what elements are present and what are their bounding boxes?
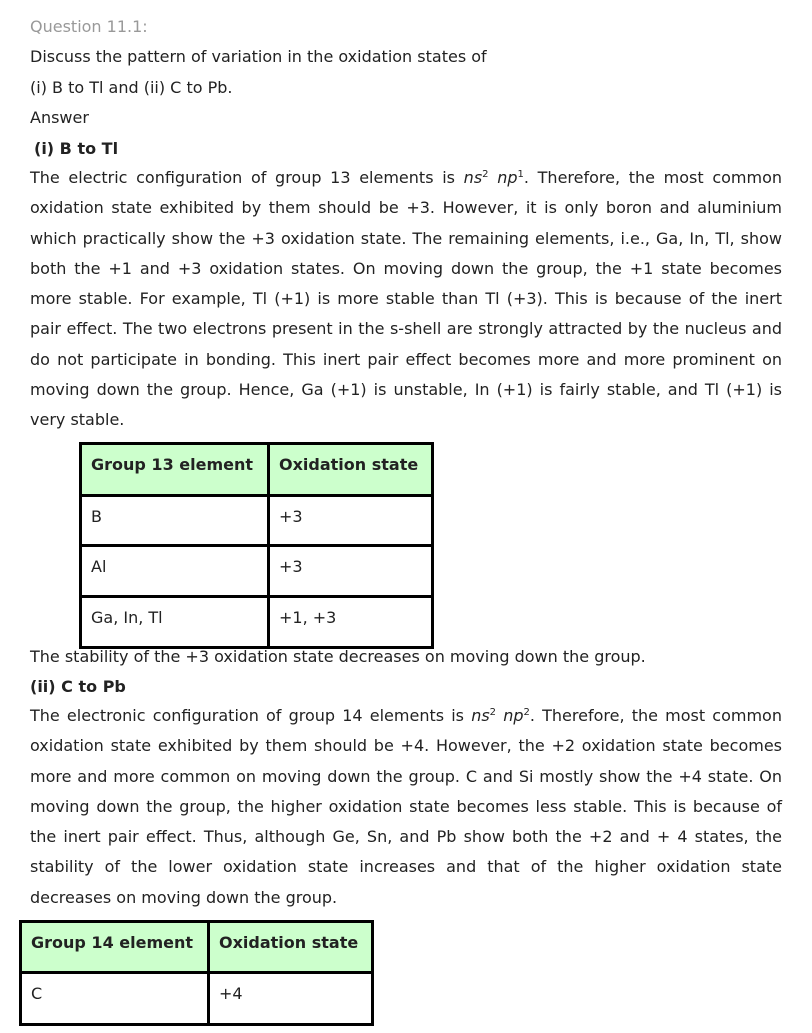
part-2-text-b: . Therefore, the most common oxidation state exhibited by them should be +4. However, the +2 oxidation state becomes more and more common on moving down the group. C and Si mostly show the +4 state. On moving down the group, the higher oxidation state becomes less stable. This is because of the inert pair effect. Thus, although Ge, Sn, and Pb show both the +2 and + 4 states, the stability of the lower oxidation state increases and that of the higher oxidation state decreases on moving down the group. — [30, 706, 782, 907]
table-header-row — [81, 444, 433, 496]
config-ns: ns — [463, 168, 483, 187]
table-cell: B — [81, 496, 269, 546]
part-2-text-a: The electronic configuration of group 14 elements is — [30, 706, 472, 725]
part-1-conclusion: The stability of the +3 oxidation state decreases on moving down the group. — [30, 647, 646, 666]
part-2-heading: (ii) C to Pb — [30, 677, 126, 696]
table-header-cell: Oxidation state — [269, 444, 433, 496]
group-13-table — [79, 442, 434, 649]
question-title: Question 11.1: — [30, 17, 148, 36]
question-prompt-line-1: Discuss the pattern of variation in the oxidation states of — [30, 47, 487, 66]
config-ns: ns — [471, 706, 490, 725]
config-ns-superscript: 2 — [482, 169, 489, 180]
part-1-text-b: . Therefore, the most common oxidation state exhibited by them should be +3. However, it is only boron and aluminium which practically show the +3 oxidation state. The remaining elements, i.e., Ga, In, Tl, show both the +1 and +3 oxidation states. On moving down the group, the +1 state becomes more stable. For example, Tl (+1) is more stable than Tl (+3). This is because of the inert pair effect. The two electrons present in the s-shell are strongly attracted by the nucleus and do not participate in bonding. This inert pair effect becomes more and more prominent on moving down the group. Hence, Ga (+1) is unstable, In (+1) is fairly stable, and Tl (+1) is very stable. — [30, 168, 783, 430]
group-14-table — [19, 920, 374, 1026]
config-np-superscript: 1 — [517, 169, 524, 180]
table-cell: Ga, In, Tl — [81, 597, 269, 648]
table-header-row — [21, 922, 373, 973]
part-1-paragraph — [30, 163, 782, 436]
table-cell: +1, +3 — [269, 597, 433, 648]
part-1-heading: (i) B to Tl — [34, 139, 119, 158]
config-np-superscript: 2 — [523, 707, 530, 718]
part-1-text-a: The electric configuration of group 13 elements is — [30, 168, 464, 187]
table-cell: Al — [81, 546, 269, 597]
table-header-cell: Group 13 element — [81, 444, 269, 496]
config-ns-superscript: 2 — [489, 707, 497, 718]
answer-label: Answer — [30, 108, 89, 127]
table-row — [81, 496, 433, 546]
table-header-cell: Group 14 element — [21, 922, 209, 973]
question-prompt-line-2: (i) B to Tl and (ii) C to Pb. — [30, 78, 233, 97]
table-cell: +4 — [209, 973, 373, 1025]
table-cell: +3 — [269, 546, 433, 597]
part-2-paragraph — [30, 701, 782, 913]
table-cell: +3 — [269, 496, 433, 546]
config-np: np — [497, 168, 518, 187]
table-cell: C — [21, 973, 209, 1025]
table-row — [81, 597, 433, 648]
table-row — [21, 973, 373, 1025]
config-np: np — [503, 706, 524, 725]
table-row — [81, 546, 433, 597]
table-header-cell: Oxidation state — [209, 922, 373, 973]
